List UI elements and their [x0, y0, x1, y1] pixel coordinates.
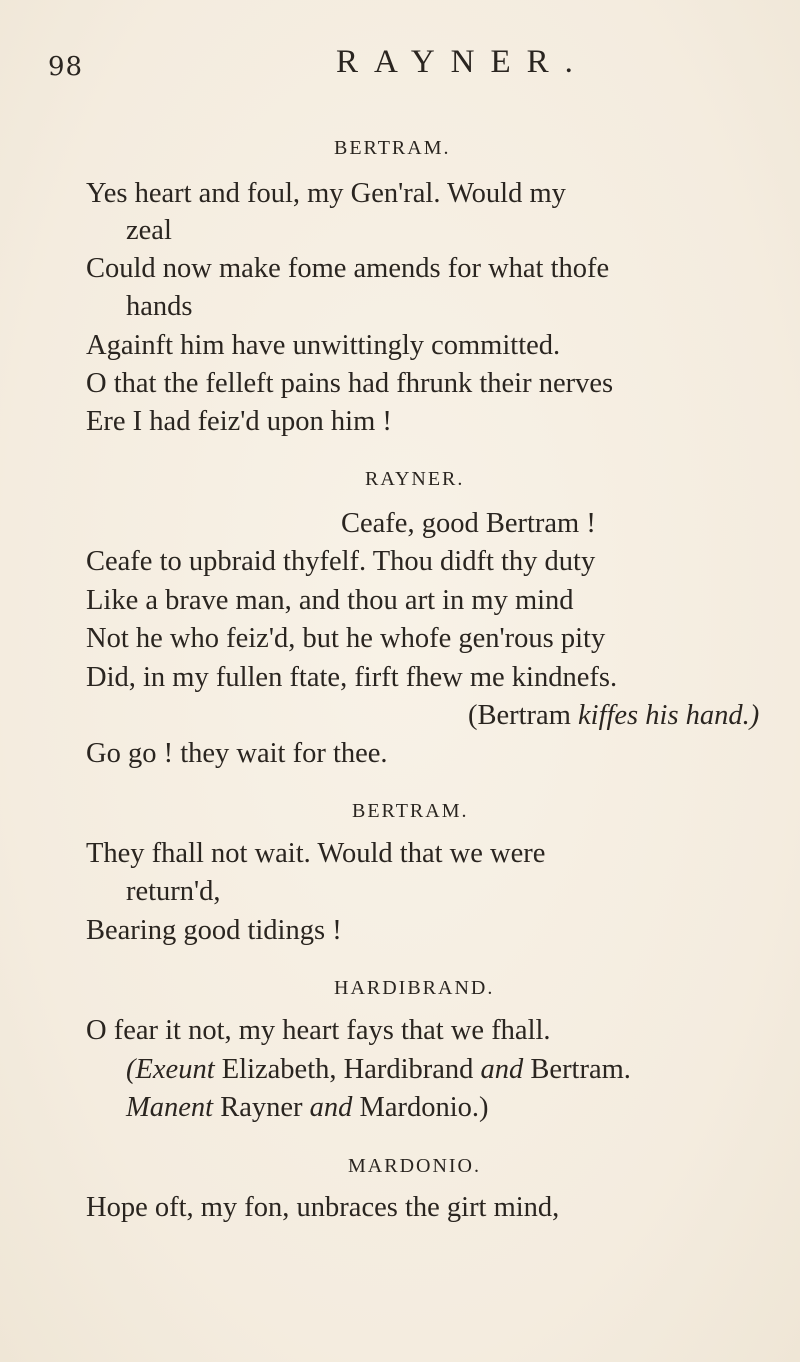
stage-direction-italic: and: [480, 1054, 524, 1085]
verse-line: Ere I had feiz'd upon him !: [86, 406, 392, 437]
stage-direction-roman: Mardonio.): [352, 1092, 489, 1123]
verse-line: Ceafe to upbraid thyfelf. Thou didft thy duty: [86, 546, 596, 577]
stage-direction-italic: and: [309, 1092, 353, 1123]
verse-line: Like a brave man, and thou art in my mind: [86, 585, 574, 616]
verse-line: zeal: [126, 215, 172, 246]
verse-line: Go go ! they wait for thee.: [86, 738, 388, 769]
running-title: RAYNER.: [336, 44, 589, 80]
stage-direction: [126, 1092, 489, 1124]
page-number: 98: [48, 52, 84, 82]
verse-line: Ceafe, good Bertram !: [341, 508, 596, 539]
stage-direction-roman: Bertram.: [523, 1054, 631, 1085]
speaker-name: MARDONIO.: [348, 1155, 481, 1177]
speaker-name: RAYNER.: [365, 468, 465, 490]
verse-line: Not he who feiz'd, but he whofe gen'rous pity: [86, 623, 606, 654]
stage-direction-roman: Rayner: [220, 1092, 310, 1123]
verse-line: return'd,: [126, 876, 221, 907]
verse-line: Could now make fome amends for what thofe: [86, 253, 610, 284]
verse-line: Againft him have unwittingly committed.: [86, 330, 561, 361]
stage-direction-italic: Manent: [126, 1092, 221, 1123]
stage-direction-roman: Elizabeth, Hardibrand: [221, 1054, 481, 1085]
verse-line: O that the felleft pains had fhrunk their nerves: [86, 368, 614, 399]
stage-direction-italic: kiffes his hand.): [578, 700, 760, 731]
stage-direction-roman: (Bertram: [468, 700, 578, 731]
verse-line: Yes heart and foul, my Gen'ral. Would my: [86, 178, 566, 209]
speaker-name: BERTRAM.: [334, 137, 451, 159]
stage-direction: [126, 1054, 631, 1086]
verse-line: They fhall not wait. Would that we were: [86, 838, 546, 869]
stage-direction: [468, 700, 759, 732]
verse-line: Hope oft, my fon, unbraces the girt mind,: [86, 1192, 560, 1223]
verse-line: Did, in my fullen ftate, firft fhew me kindnefs.: [86, 662, 618, 693]
verse-line: O fear it not, my heart fays that we fhall.: [86, 1015, 551, 1046]
stage-direction-italic: (Exeunt: [126, 1054, 222, 1085]
verse-line: hands: [126, 291, 193, 322]
verse-line: Bearing good tidings !: [86, 915, 342, 946]
speaker-name: BERTRAM.: [352, 800, 469, 822]
speaker-name: HARDIBRAND.: [334, 977, 495, 999]
